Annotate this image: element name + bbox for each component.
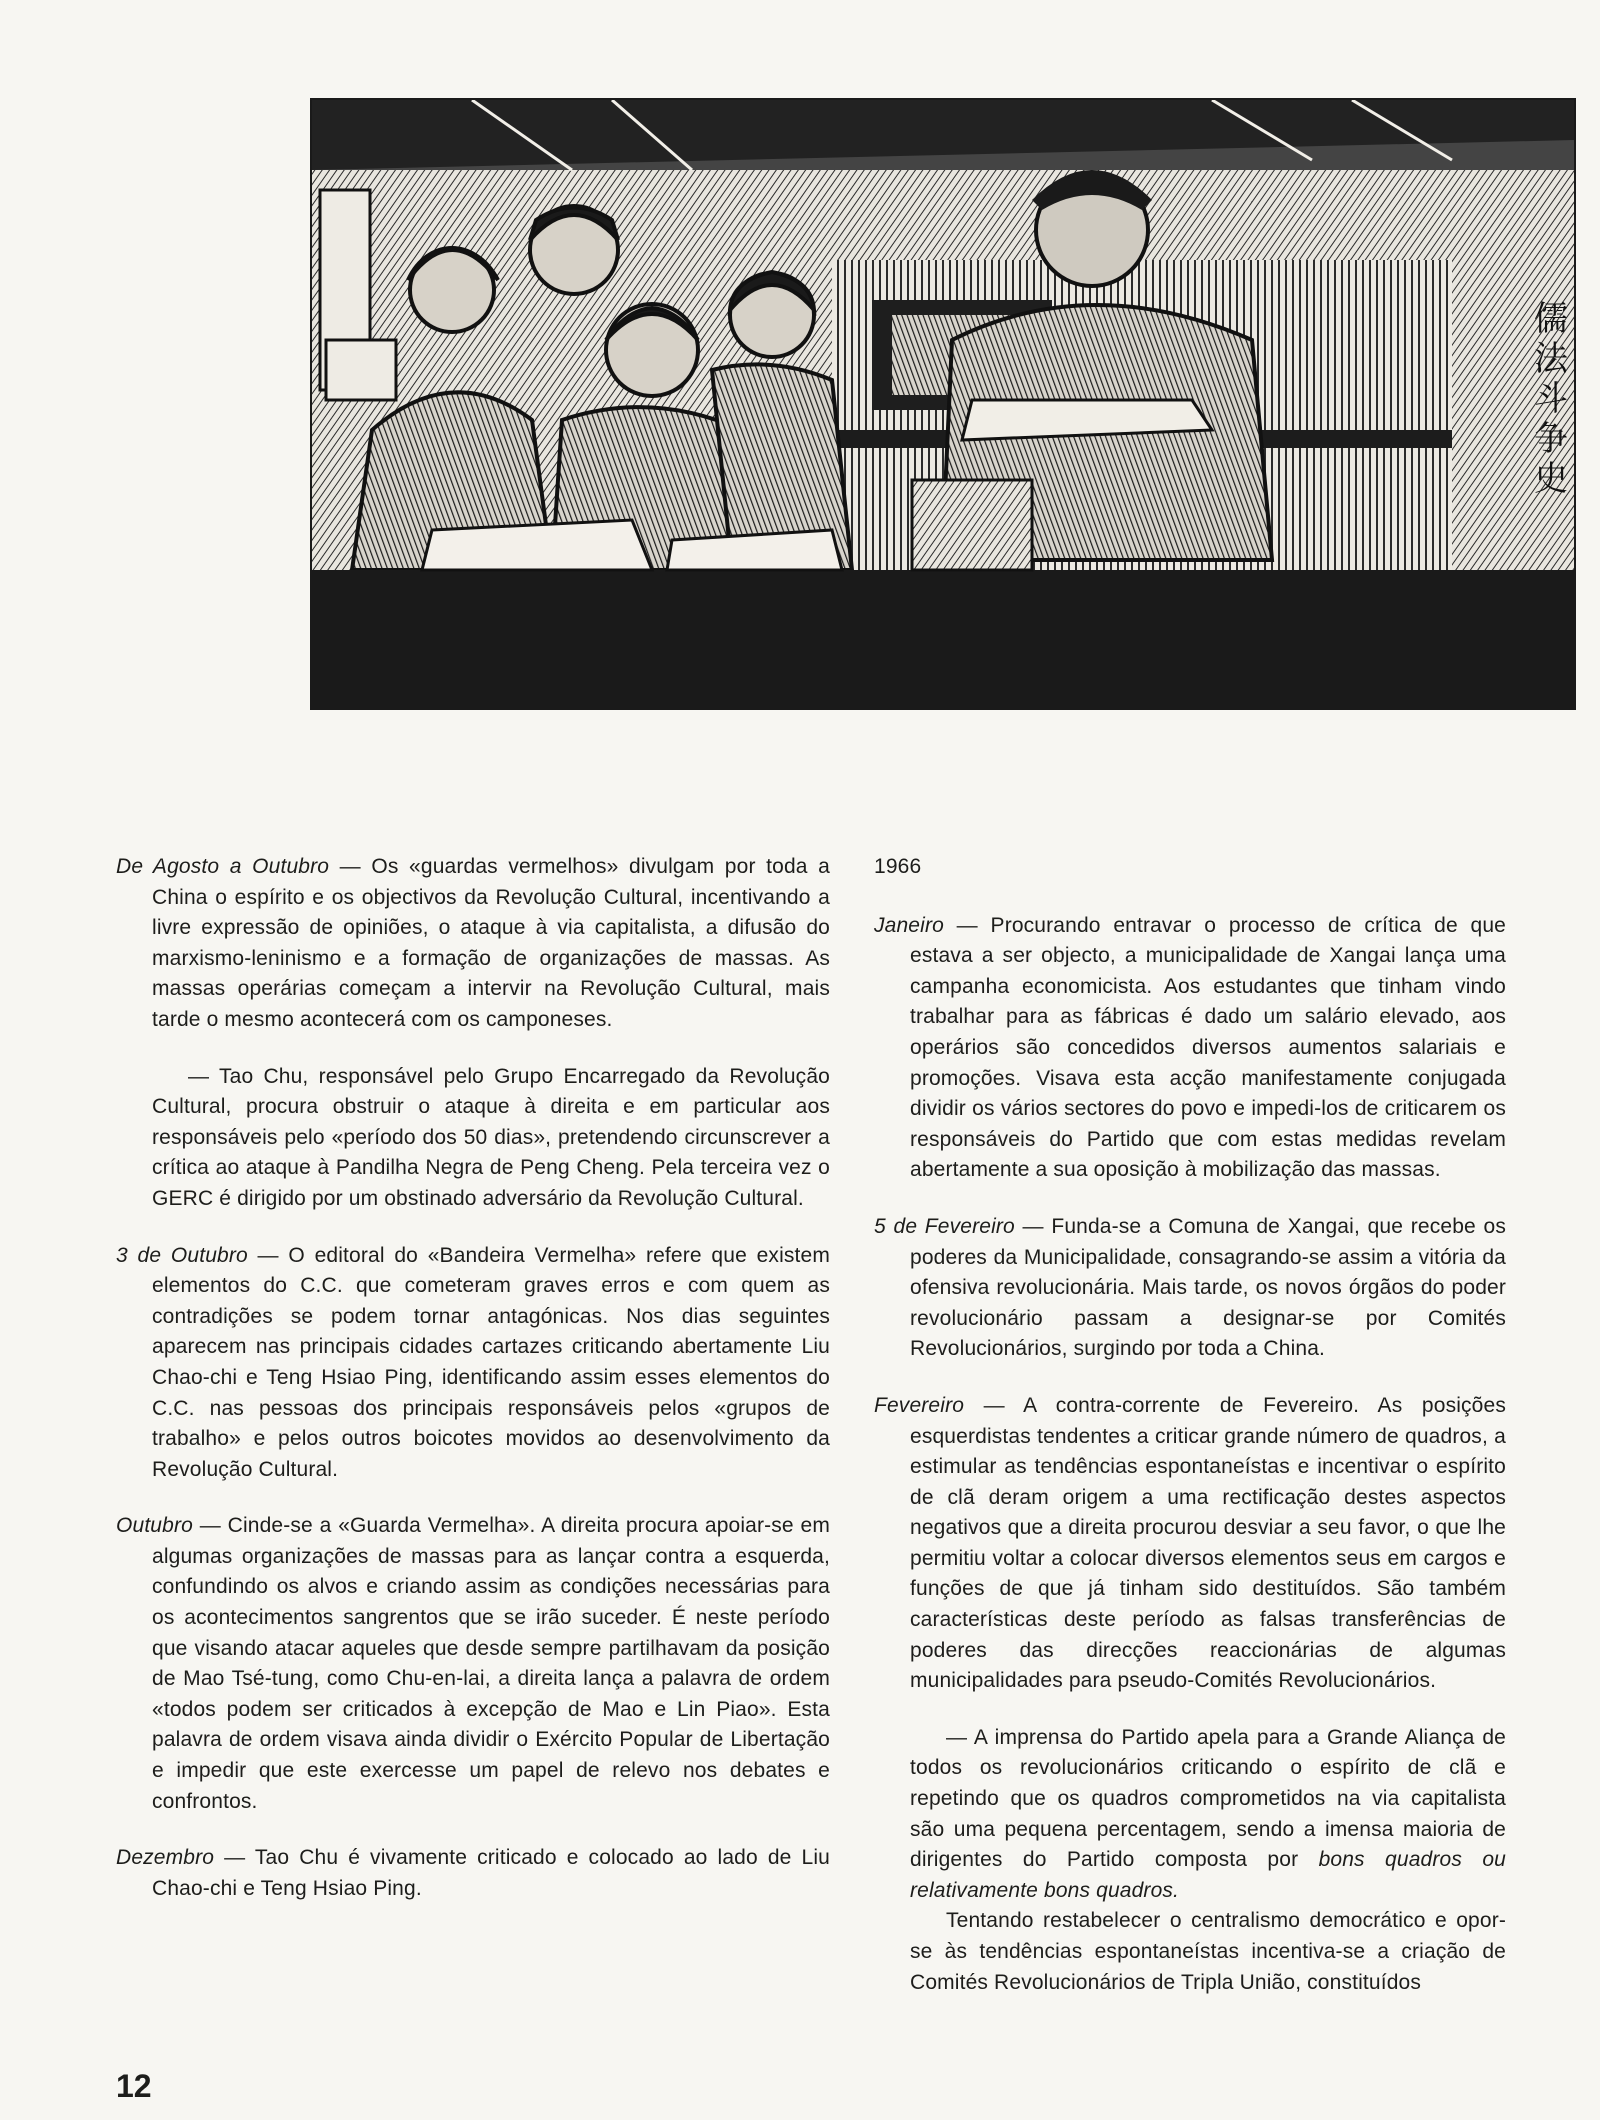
entry-outubro: Outubro — Cinde-se a «Guarda Vermelha». A direita procura apoiar-se em algumas organizações de massas para as lançar contra a esquerda, confundindo os alvos e criando assim as condições necessárias para os acontecimentos sangrentos que se irão suceder. É neste período que visando atacar aqueles que desde sempre partilhavam da posição de Mao Tsé-tung, como Chu-en-lai, a direita lança a palavra de ordem «todos podem ser criticados à excepção de Mao e Lin Piao». Esta palavra de ordem visava ainda dividir o Exército Popular de Libertação e impedir que este exercesse um papel de relevo nos debates e confrontos.	[116, 1514, 830, 1813]
imprensa-text: — A imprensa do Partido apela para a Grande Aliança de todos os revolucionários criticando o espírito de clã e repetindo que os quadros comprometidos na via capitalista são uma pequena percentagem, sendo a imensa maioria de dirigentes do Partido composta por	[910, 1725, 1506, 1872]
entry-5-fevereiro: 5 de Fevereiro — Funda-se a Comuna de Xangai, que recebe os poderes da Municipalidade, consagrando-se assim a vitória da ofensiva revolucionária. Mais tarde, os novos órgãos do poder revolucionário passam a designar-se por Comités Revolucionários, surgindo por toda a China.	[874, 1214, 1506, 1361]
entry-text	[910, 1723, 1506, 1907]
entry-agosto-outubro: De Agosto a Outubro — Os «guardas vermelhos» divulgam por toda a China o espírito e os objectivos da Revolução Cultural, incentivando a livre expressão de opiniões, o ataque à via capitalista, a difusão do marxismo-leninismo e a formação de organizações de massas. As massas operárias começam a intervir na Revolução Cultural, mais tarde o mesmo acontecerá com os camponeses.	[116, 855, 831, 1031]
year-heading: 1966	[874, 855, 922, 878]
entry-text: — Tao Chu, responsável pelo Grupo Encarregado da Revolução Cultural, procura obstruir o ataque à direita e em particular aos responsáveis pelo «período dos 50 dias», pretendendo circunscrever a crítica ao ataque à Pandilha Negra de Peng Cheng. Pela terceira vez o GERC é dirigido por um obstinado adversário da Revolução Cultural.	[152, 1064, 830, 1210]
entry-date: 3 de Outubro	[116, 1243, 248, 1267]
signature-char-1: 儒	[1534, 299, 1568, 339]
entry-date: Janeiro	[874, 913, 944, 937]
signature-char-3: 斗	[1534, 379, 1568, 419]
entry-imprensa	[874, 1723, 1506, 1998]
entry-text: Procurando entravar o processo de crítica de que estava a ser objecto, a municipalidade de Xangai lança uma campanha economicista. Aos estudantes que tinham vindo trabalhar para as fábricas é dado um salário elevado, aos operários são concedidos diversos aumentos salariais e promoções. Visava esta acção manifestamente conjugada dividir os vários sectores do povo e impedi-los de criticarem os responsáveis do Partido que com estas medidas revelam abertamente a sua oposição à mobilização das massas.	[910, 913, 1506, 1182]
entry-text-continued: Tentando restabelecer o centralismo democrático e opor-se às tendências espontaneístas incentiva-se a criação de Comités Revolucionários de Tripla União, constituídos	[910, 1909, 1506, 1994]
entry-3-outubro: 3 de Outubro — O editoral do «Bandeira Vermelha» refere que existem elementos do C.C. que cometeram graves erros e com quem as contradições se podem tornar antagónicas. Nos dias seguintes aparecem nas principais cidades cartazes criticando abertamente Liu Chao-chi e Teng Hsiao Ping, identificando assim esses elementos do C.C. nas pessoas dos principais responsáveis pelos «grupos de trabalho» e pelos outros boicotes movidos ao desenvolvimento da Revolução Cultural.	[116, 1243, 831, 1481]
entry-date: De Agosto a Outubro	[116, 855, 330, 878]
entry-text: A contra-corrente de Fevereiro. As posições esquerdistas tendentes a criticar grande número de quadros, a estimular as tendências espontaneístas e incentivar o espírito de clã deram origem a uma rectificação destes aspectos negativos que a direita procurou desviar a seu favor, o que lhe permitiu voltar a colocar diversos elementos seus em cargos e funções de que já tinham sido destituídos. São também características deste período as falsas transferências de poderes das direcções reaccionárias de algumas municipalidades para pseudo-Comités Revolucionários.	[910, 1393, 1506, 1693]
signature-char-4: 争	[1534, 419, 1568, 459]
page-number: 12	[116, 2068, 152, 2104]
workers-woodcut-image	[312, 100, 1574, 708]
imprensa-emphasis: bons quadros ou relativamente bons quadros.	[910, 1848, 1506, 1902]
signature-char-2: 法	[1534, 339, 1568, 379]
entry-text: Funda-se a Comuna de Xangai, que recebe os poderes da Municipalidade, consagrando-se assim a vitória da ofensiva revolucionária. Mais tarde, os novos órgãos do poder revolucionário passam a designar-se por Comités Revolucionários, surgindo por toda a China.	[910, 1214, 1506, 1361]
entry-date: Fevereiro	[874, 1393, 965, 1417]
entry-tao-chu	[116, 1062, 830, 1215]
entry-date: Dezembro	[116, 1846, 215, 1870]
entry-janeiro: Janeiro — Procurando entravar o processo de crítica de que estava a ser objecto, a municipalidade de Xangai lança uma campanha economicista. Aos estudantes que tinham vindo trabalhar para as fábricas é dado um salário elevado, aos operários são concedidos diversos aumentos salariais e promoções. Visava esta acção manifestamente conjugada dividir os vários sectores do povo e impedi-los de criticarem os responsáveis do Partido que com estas medidas revelam abertamente a sua oposição à mobilização das massas.	[874, 913, 1506, 1182]
entry-text: Cinde-se a «Guarda Vermelha». A direita procura apoiar-se em algumas organizações de massas para as lançar contra a esquerda, confundindo os alvos e criando assim as condições necessárias para os acontecimentos sangrentos que se irão suceder. É neste período que visando atacar aqueles que desde sempre partilhavam da posição de Mao Tsé-tung, como Chu-en-lai, a direita lança a palavra de ordem «todos podem ser criticados à excepção de Mao e Lin Piao». Esta palavra de ordem visava ainda dividir o Exército Popular de Libertação e impedir que este exercesse um papel de relevo nos debates e confrontos.	[152, 1514, 830, 1813]
entry-date: Outubro	[116, 1514, 193, 1538]
signature-char-5: 史	[1534, 459, 1568, 499]
woodcut-illustration	[310, 98, 1576, 710]
entry-text: Os «guardas vermelhos» divulgam por toda a China o espírito e os objectivos da Revolução Cultural, incentivando a livre expressão de opiniões, o ataque à via capitalista, a difusão do marxismo-leninismo e a formação de organizações de massas. As massas operárias começam a intervir na Revolução Cultural, mais tarde o mesmo acontecerá com os camponeses.	[152, 855, 831, 1031]
right-column	[874, 852, 1506, 2024]
left-column	[116, 852, 830, 1930]
entry-text: Tao Chu é vivamente criticado e colocado ao lado de Liu Chao-chi e Teng Hsiao Ping.	[152, 1846, 830, 1900]
entry-fevereiro: Fevereiro — A contra-corrente de Fevereiro. As posições esquerdistas tendentes a criticar grande número de quadros, a estimular as tendências espontaneístas e incentivar o espírito de clã deram origem a uma rectificação destes aspectos negativos que a direita procurou desviar a seu favor, o que lhe permitiu voltar a colocar diversos elementos seus em cargos e funções de que já tinham sido destituídos. São também características deste período as falsas transferências de poderes das direcções reaccionárias de algumas municipalidades para pseudo-Comités Revolucionários.	[874, 1393, 1506, 1693]
entry-dezembro: Dezembro — Tao Chu é vivamente criticado e colocado ao lado de Liu Chao-chi e Teng Hsiao Ping.	[116, 1846, 830, 1900]
entry-text: O editoral do «Bandeira Vermelha» refere que existem elementos do C.C. que cometeram graves erros e com quem as contradições se podem tornar antagónicas. Nos dias seguintes aparecem nas principais cidades cartazes criticando abertamente Liu Chao-chi e Teng Hsiao Ping, identificando assim esses elementos do C.C. nas pessoas dos principais responsáveis pelos «grupos de trabalho» e pelos outros boicotes movidos ao desenvolvimento da Revolução Cultural.	[152, 1243, 831, 1481]
entry-date: 5 de Fevereiro	[874, 1214, 1015, 1238]
